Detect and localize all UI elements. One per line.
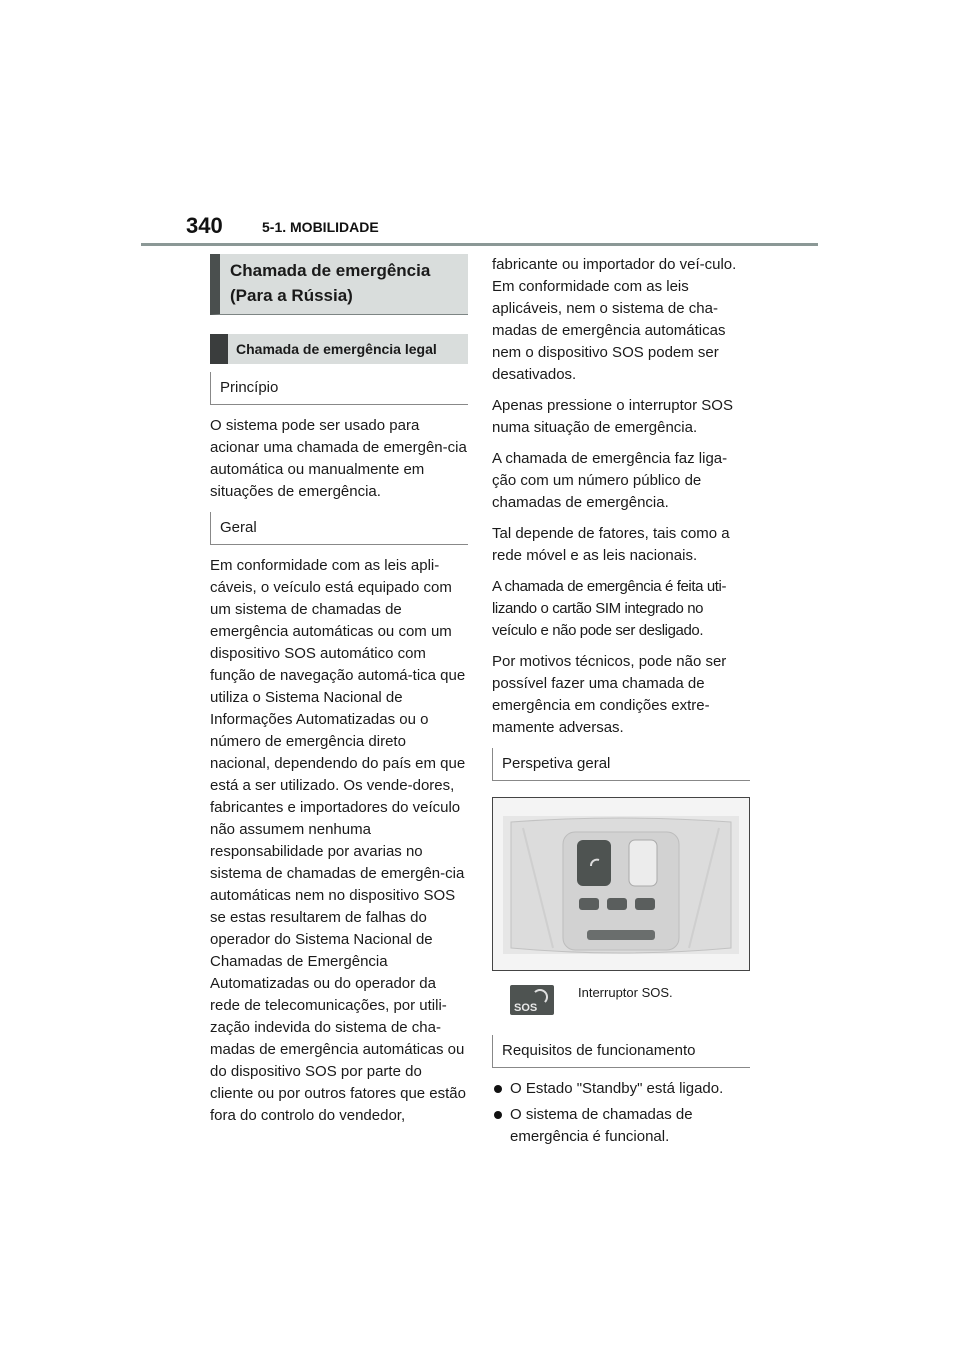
paragraph-principle: O sistema pode ser usado para acionar uma chamada de emergên-cia automática ou manualmente em situações de emergência. <box>210 417 467 500</box>
list-item: O Estado "Standby" está ligado. <box>492 1078 750 1100</box>
paragraph-general: Em conformidade com as leis apli-cáveis, o veículo está equipado com um sistema de chamadas de emergência automáticas ou com um dispositivo SOS automático com função de navegação automá-tica que utiliza o Sistema Nacional de Informações Automatizadas ou o número de emergência direto nacional, dependendo do país em que está a ser utilizado. Os vende-dores, fabricantes e importadores do veículo não assumem nenhuma responsabilidade por avarias no sistema de chamadas de emergên-cia automáticas nem no dispositivo SOS se estas resultarem de falhas do operador do Sistema Nacional de Chamadas de Emergência Automatizadas ou do operador da rede de telecomunicações, por utili-zação indevida do sistema de cha-madas de emergência automáticas ou do dispositivo SOS por parte do cliente ou por outros fatores que estão fora do controlo do vendedor, <box>210 557 466 1124</box>
list-item: O sistema de chamadas de emergência é funcional. <box>492 1104 750 1148</box>
overhead-console-illustration <box>493 798 749 970</box>
paragraph-press-sos: Apenas pressione o interruptor SOS numa situação de emergência. <box>492 397 733 436</box>
paragraph-depends: Tal depende de fatores, tais como a rede móvel e as leis nacionais. <box>492 525 730 564</box>
paragraph-sim-card: A chamada de emergência é feita uti-lizando o cartão SIM integrado no veículo e não pode ser desligado. <box>492 578 727 639</box>
paragraph-continuation: fabricante ou importador do veí-culo. Em conformidade com as leis aplicáveis, nem o sistema de cha-madas de emergência automáticas nem o dispositivo SOS podem ser desativados. <box>492 256 737 383</box>
subheading-principle: Princípio <box>210 372 468 405</box>
paragraph-technical: Por motivos técnicos, pode não ser possível fazer uma chamada de emergência em condições extre-mamente adversas. <box>492 653 727 736</box>
legend-label: Interruptor SOS. <box>578 985 673 1000</box>
right-column <box>492 254 750 1152</box>
requirements-list <box>492 1078 750 1148</box>
subheading-requirements: Requisitos de funcionamento <box>492 1035 750 1068</box>
page-number: 340 <box>186 213 223 238</box>
sos-switch-figure <box>492 797 750 971</box>
subheading-overview: Perspetiva geral <box>492 748 750 781</box>
section-title: 5-1. MOBILIDADE <box>262 219 379 235</box>
subheading-general: Geral <box>210 512 468 545</box>
heading-emergency-call-russia: Chamada de emergência (Para a Rússia) <box>210 254 468 315</box>
figure-legend <box>492 985 750 1021</box>
left-column <box>210 254 468 1136</box>
header-divider <box>141 243 818 246</box>
paragraph-call-connection: A chamada de emergência faz liga-ção com um número público de chamadas de emergência. <box>492 450 728 511</box>
sos-switch-icon: SOS <box>510 985 554 1015</box>
heading-legal-emergency-call: Chamada de emergência legal <box>210 334 468 364</box>
